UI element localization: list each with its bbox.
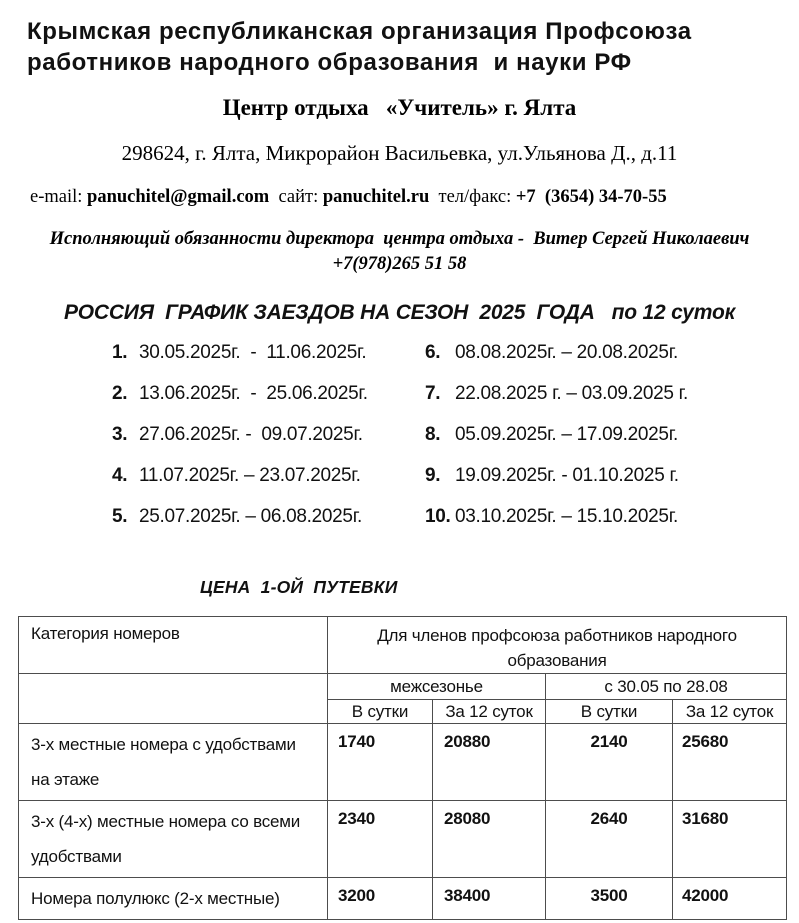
- price-value: 2340: [328, 801, 433, 878]
- schedule-item-number: 5.: [112, 506, 128, 527]
- center-title: Центр отдыха «Учитель» г. Ялта: [222, 95, 577, 120]
- schedule-list: [112, 343, 799, 527]
- season-peak-header: с 30.05 по 28.08: [546, 674, 787, 700]
- schedule-item-number: 8.: [425, 424, 441, 445]
- empty-cell: [19, 674, 328, 724]
- contacts-line: [30, 187, 799, 208]
- schedule-title: РОССИЯ ГРАФИК ЗАЕЗДОВ НА СЕЗОН 2025 ГОДА по 12 суток: [63, 301, 736, 324]
- schedule-item-number: 7.: [425, 383, 441, 404]
- price-value: 28080: [433, 801, 546, 878]
- schedule-item-dates: 13.06.2025г. - 25.06.2025г.: [139, 383, 368, 404]
- table-row: [19, 878, 787, 920]
- schedule-item: [112, 384, 425, 404]
- subheader-per-day: В сутки: [546, 700, 673, 724]
- director-block: [0, 229, 799, 275]
- schedule-item: [425, 507, 755, 527]
- schedule-item-dates: 08.08.2025г. – 20.08.2025г.: [455, 342, 678, 363]
- price-value: 1740: [328, 724, 433, 801]
- schedule-item-number: 3.: [112, 424, 128, 445]
- season-offpeak-header: межсезонье: [328, 674, 546, 700]
- table-header-row: [19, 617, 787, 674]
- schedule-item-number: 6.: [425, 342, 441, 363]
- schedule-item: [112, 343, 425, 363]
- schedule-item-number: 1.: [112, 342, 128, 363]
- phone-label: тел/факс:: [429, 187, 516, 207]
- subheader-per-12: За 12 суток: [673, 700, 787, 724]
- row-category: Номера полулюкс (2-х местные): [19, 878, 328, 920]
- price-value: 25680: [673, 724, 787, 801]
- subheader-per-12: За 12 суток: [433, 700, 546, 724]
- director-line: Исполняющий обязанности директора центра отдыха - Витер Сергей Николаевич: [49, 229, 750, 249]
- email-value: panuchitel@gmail.com: [87, 187, 270, 207]
- price-value: 20880: [433, 724, 546, 801]
- schedule-item-dates: 27.06.2025г. - 09.07.2025г.: [139, 424, 363, 445]
- price-title: ЦЕНА 1-ОЙ ПУТЕВКИ: [200, 577, 398, 597]
- season-header-row: [19, 674, 787, 700]
- site-value: panuchitel.ru: [322, 187, 430, 207]
- schedule-item: [112, 425, 425, 445]
- row-category: 3-х местные номера с удобствами на этаже: [19, 724, 328, 801]
- schedule-item-dates: 05.09.2025г. – 17.09.2025г.: [455, 424, 678, 445]
- schedule-item: [425, 343, 755, 363]
- group-header: Для членов профсоюза работников народного образования: [328, 617, 787, 674]
- address-line: 298624, г. Ялта, Микрорайон Васильевка, ул.Ульянова Д., д.11: [121, 141, 678, 165]
- price-value: 2640: [546, 801, 673, 878]
- table-row: [19, 801, 787, 878]
- schedule-item-dates: 22.08.2025 г. – 03.09.2025 г.: [455, 383, 688, 404]
- price-value: 42000: [673, 878, 787, 920]
- schedule-item-dates: 25.07.2025г. – 06.08.2025г.: [139, 506, 362, 527]
- org-name-line1: Крымская республиканская организация Профсоюза: [27, 18, 692, 45]
- schedule-item-dates: 11.07.2025г. – 23.07.2025г.: [139, 465, 361, 486]
- schedule-item-dates: 30.05.2025г. - 11.06.2025г.: [139, 342, 367, 363]
- schedule-item-number: 2.: [112, 383, 128, 404]
- price-value: 38400: [433, 878, 546, 920]
- price-value: 3500: [546, 878, 673, 920]
- schedule-item: [425, 384, 755, 404]
- phone-value: +7 (3654) 34-70-55: [515, 187, 667, 207]
- schedule-item: [112, 507, 425, 527]
- price-value: 3200: [328, 878, 433, 920]
- price-table: [18, 616, 787, 920]
- schedule-item: [112, 466, 425, 486]
- schedule-item: [425, 466, 755, 486]
- org-name-line2: работников народного образования и науки РФ: [27, 49, 632, 76]
- director-phone: +7(978)265 51 58: [332, 254, 467, 274]
- org-name: [27, 16, 779, 78]
- schedule-item-dates: 19.09.2025г. - 01.10.2025 г.: [455, 465, 679, 486]
- subheader-per-day: В сутки: [328, 700, 433, 724]
- price-value: 2140: [546, 724, 673, 801]
- schedule-item-number: 10.: [425, 506, 451, 527]
- schedule-item: [425, 425, 755, 445]
- schedule-item-dates: 03.10.2025г. – 15.10.2025г.: [455, 506, 678, 527]
- price-value: 31680: [673, 801, 787, 878]
- site-label: сайт:: [269, 187, 323, 207]
- email-label: e-mail:: [30, 187, 88, 207]
- category-column-header: Категория номеров: [19, 617, 328, 674]
- row-category: 3-х (4-х) местные номера со всеми удобствами: [19, 801, 328, 878]
- schedule-item-number: 9.: [425, 465, 441, 486]
- schedule-item-number: 4.: [112, 465, 128, 486]
- table-row: [19, 724, 787, 801]
